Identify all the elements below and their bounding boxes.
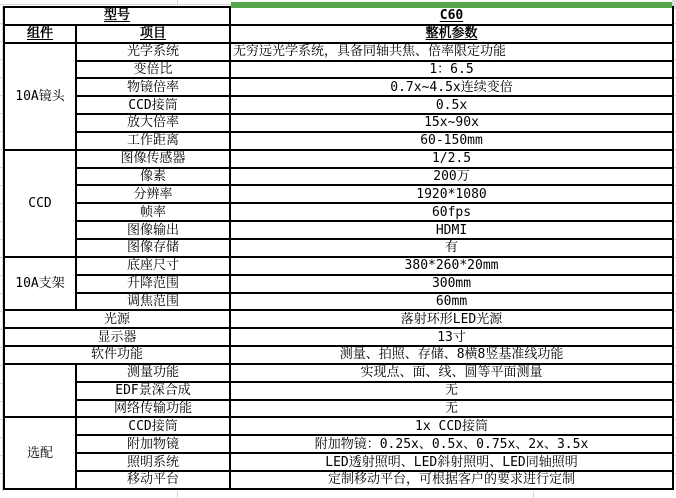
value-cell[interactable]: 60fps [230, 203, 673, 221]
value-cell[interactable]: 有 [230, 239, 673, 257]
item-cell[interactable]: 图像输出 [76, 221, 230, 239]
spec-row [4, 364, 673, 382]
header-model[interactable]: 型号 [4, 7, 230, 25]
group-ccd[interactable]: CCD [4, 150, 76, 257]
spec-row [4, 239, 673, 257]
spec-row [4, 310, 673, 328]
spec-row [4, 346, 673, 364]
spec-row [4, 168, 673, 186]
value-cell[interactable]: 15x~90x [230, 114, 673, 132]
item-cell[interactable]: 调焦范围 [76, 293, 230, 311]
header-item[interactable]: 项目 [76, 25, 230, 43]
value-cell[interactable]: 附加物镜：0.25x、0.5x、0.75x、2x、3.5x [230, 435, 673, 453]
spec-row [4, 185, 673, 203]
value-cell[interactable]: 落射环形LED光源 [230, 310, 673, 328]
spec-table-body [4, 7, 673, 489]
spec-row [4, 453, 673, 471]
item-cell[interactable]: EDF景深合成 [76, 382, 230, 400]
spec-row [4, 61, 673, 79]
value-cell[interactable]: 0.5x [230, 96, 673, 114]
value-cell[interactable]: 60-150mm [230, 132, 673, 150]
item-cell[interactable]: 分辨率 [76, 185, 230, 203]
selection-green-bar [231, 2, 672, 8]
spec-row [4, 275, 673, 293]
item-cell[interactable]: CCD接筒 [76, 96, 230, 114]
spec-row [4, 221, 673, 239]
item-cell[interactable]: 物镜倍率 [76, 78, 230, 96]
value-cell[interactable]: 1x CCD接筒 [230, 417, 673, 435]
group-empty[interactable] [4, 364, 76, 418]
group-10a-stand[interactable]: 10A支架 [4, 257, 76, 311]
item-cell[interactable]: 帧率 [76, 203, 230, 221]
item-cell[interactable]: 照明系统 [76, 453, 230, 471]
spec-row [4, 114, 673, 132]
group-optional[interactable]: 选配 [4, 417, 76, 489]
value-cell[interactable]: 1：6.5 [230, 61, 673, 79]
spec-row [4, 400, 673, 418]
item-cell[interactable]: 升降范围 [76, 275, 230, 293]
spec-row [4, 150, 673, 168]
spec-row [4, 25, 673, 43]
value-cell[interactable]: 13寸 [230, 328, 673, 346]
spec-row [4, 78, 673, 96]
value-cell[interactable]: 380*260*20mm [230, 257, 673, 275]
spec-row [4, 257, 673, 275]
item-cell[interactable]: 移动平台 [76, 471, 230, 489]
gridline-bottom-vertical-2 [533, 491, 534, 498]
header-model-value[interactable]: C60 [230, 7, 673, 25]
spec-row [4, 43, 673, 61]
value-cell[interactable]: 1920*1080 [230, 185, 673, 203]
spec-table [3, 6, 674, 490]
item-cell[interactable]: 网络传输功能 [76, 400, 230, 418]
spec-row [4, 328, 673, 346]
item-light-source[interactable]: 光源 [4, 310, 230, 328]
group-10a-lens[interactable]: 10A镜头 [4, 43, 76, 150]
spec-row [4, 7, 673, 25]
spec-row [4, 293, 673, 311]
item-cell[interactable]: 图像存储 [76, 239, 230, 257]
header-component[interactable]: 组件 [4, 25, 76, 43]
gridline-top-vertical [177, 0, 178, 5]
value-cell[interactable]: 200万 [230, 168, 673, 186]
item-cell[interactable]: 图像传感器 [76, 150, 230, 168]
value-cell[interactable]: 无穷远光学系统，具备同轴共焦、倍率限定功能 [230, 43, 673, 61]
value-cell[interactable]: 0.7x~4.5x连续变倍 [230, 78, 673, 96]
value-cell[interactable]: 300mm [230, 275, 673, 293]
item-display[interactable]: 显示器 [4, 328, 230, 346]
spec-row [4, 203, 673, 221]
item-cell[interactable]: 像素 [76, 168, 230, 186]
spec-row [4, 382, 673, 400]
item-cell[interactable]: 测量功能 [76, 364, 230, 382]
item-cell[interactable]: 放大倍率 [76, 114, 230, 132]
value-cell[interactable]: 无 [230, 400, 673, 418]
value-cell[interactable]: HDMI [230, 221, 673, 239]
spec-row [4, 96, 673, 114]
spec-row [4, 132, 673, 150]
value-cell[interactable]: 无 [230, 382, 673, 400]
value-cell[interactable]: 实现点、面、线、圆等平面测量 [230, 364, 673, 382]
item-cell[interactable]: 变倍比 [76, 61, 230, 79]
gridline-bottom-vertical-1 [177, 491, 178, 498]
item-cell[interactable]: 工作距离 [76, 132, 230, 150]
item-cell[interactable]: 附加物镜 [76, 435, 230, 453]
value-cell[interactable]: 60mm [230, 293, 673, 311]
value-cell[interactable]: 定制移动平台，可根据客户的要求进行定制 [230, 471, 673, 489]
value-cell[interactable]: 测量、拍照、存储、8横8竖基准线功能 [230, 346, 673, 364]
value-cell[interactable]: 1/2.5 [230, 150, 673, 168]
header-machine-params[interactable]: 整机参数 [230, 25, 673, 43]
item-software[interactable]: 软件功能 [4, 346, 230, 364]
spec-row [4, 417, 673, 435]
spec-row [4, 471, 673, 489]
item-cell[interactable]: 底座尺寸 [76, 257, 230, 275]
item-cell[interactable]: 光学系统 [76, 43, 230, 61]
item-cell[interactable]: CCD接筒 [76, 417, 230, 435]
spec-row [4, 435, 673, 453]
value-cell[interactable]: LED透射照明、LED斜射照明、LED同轴照明 [230, 453, 673, 471]
